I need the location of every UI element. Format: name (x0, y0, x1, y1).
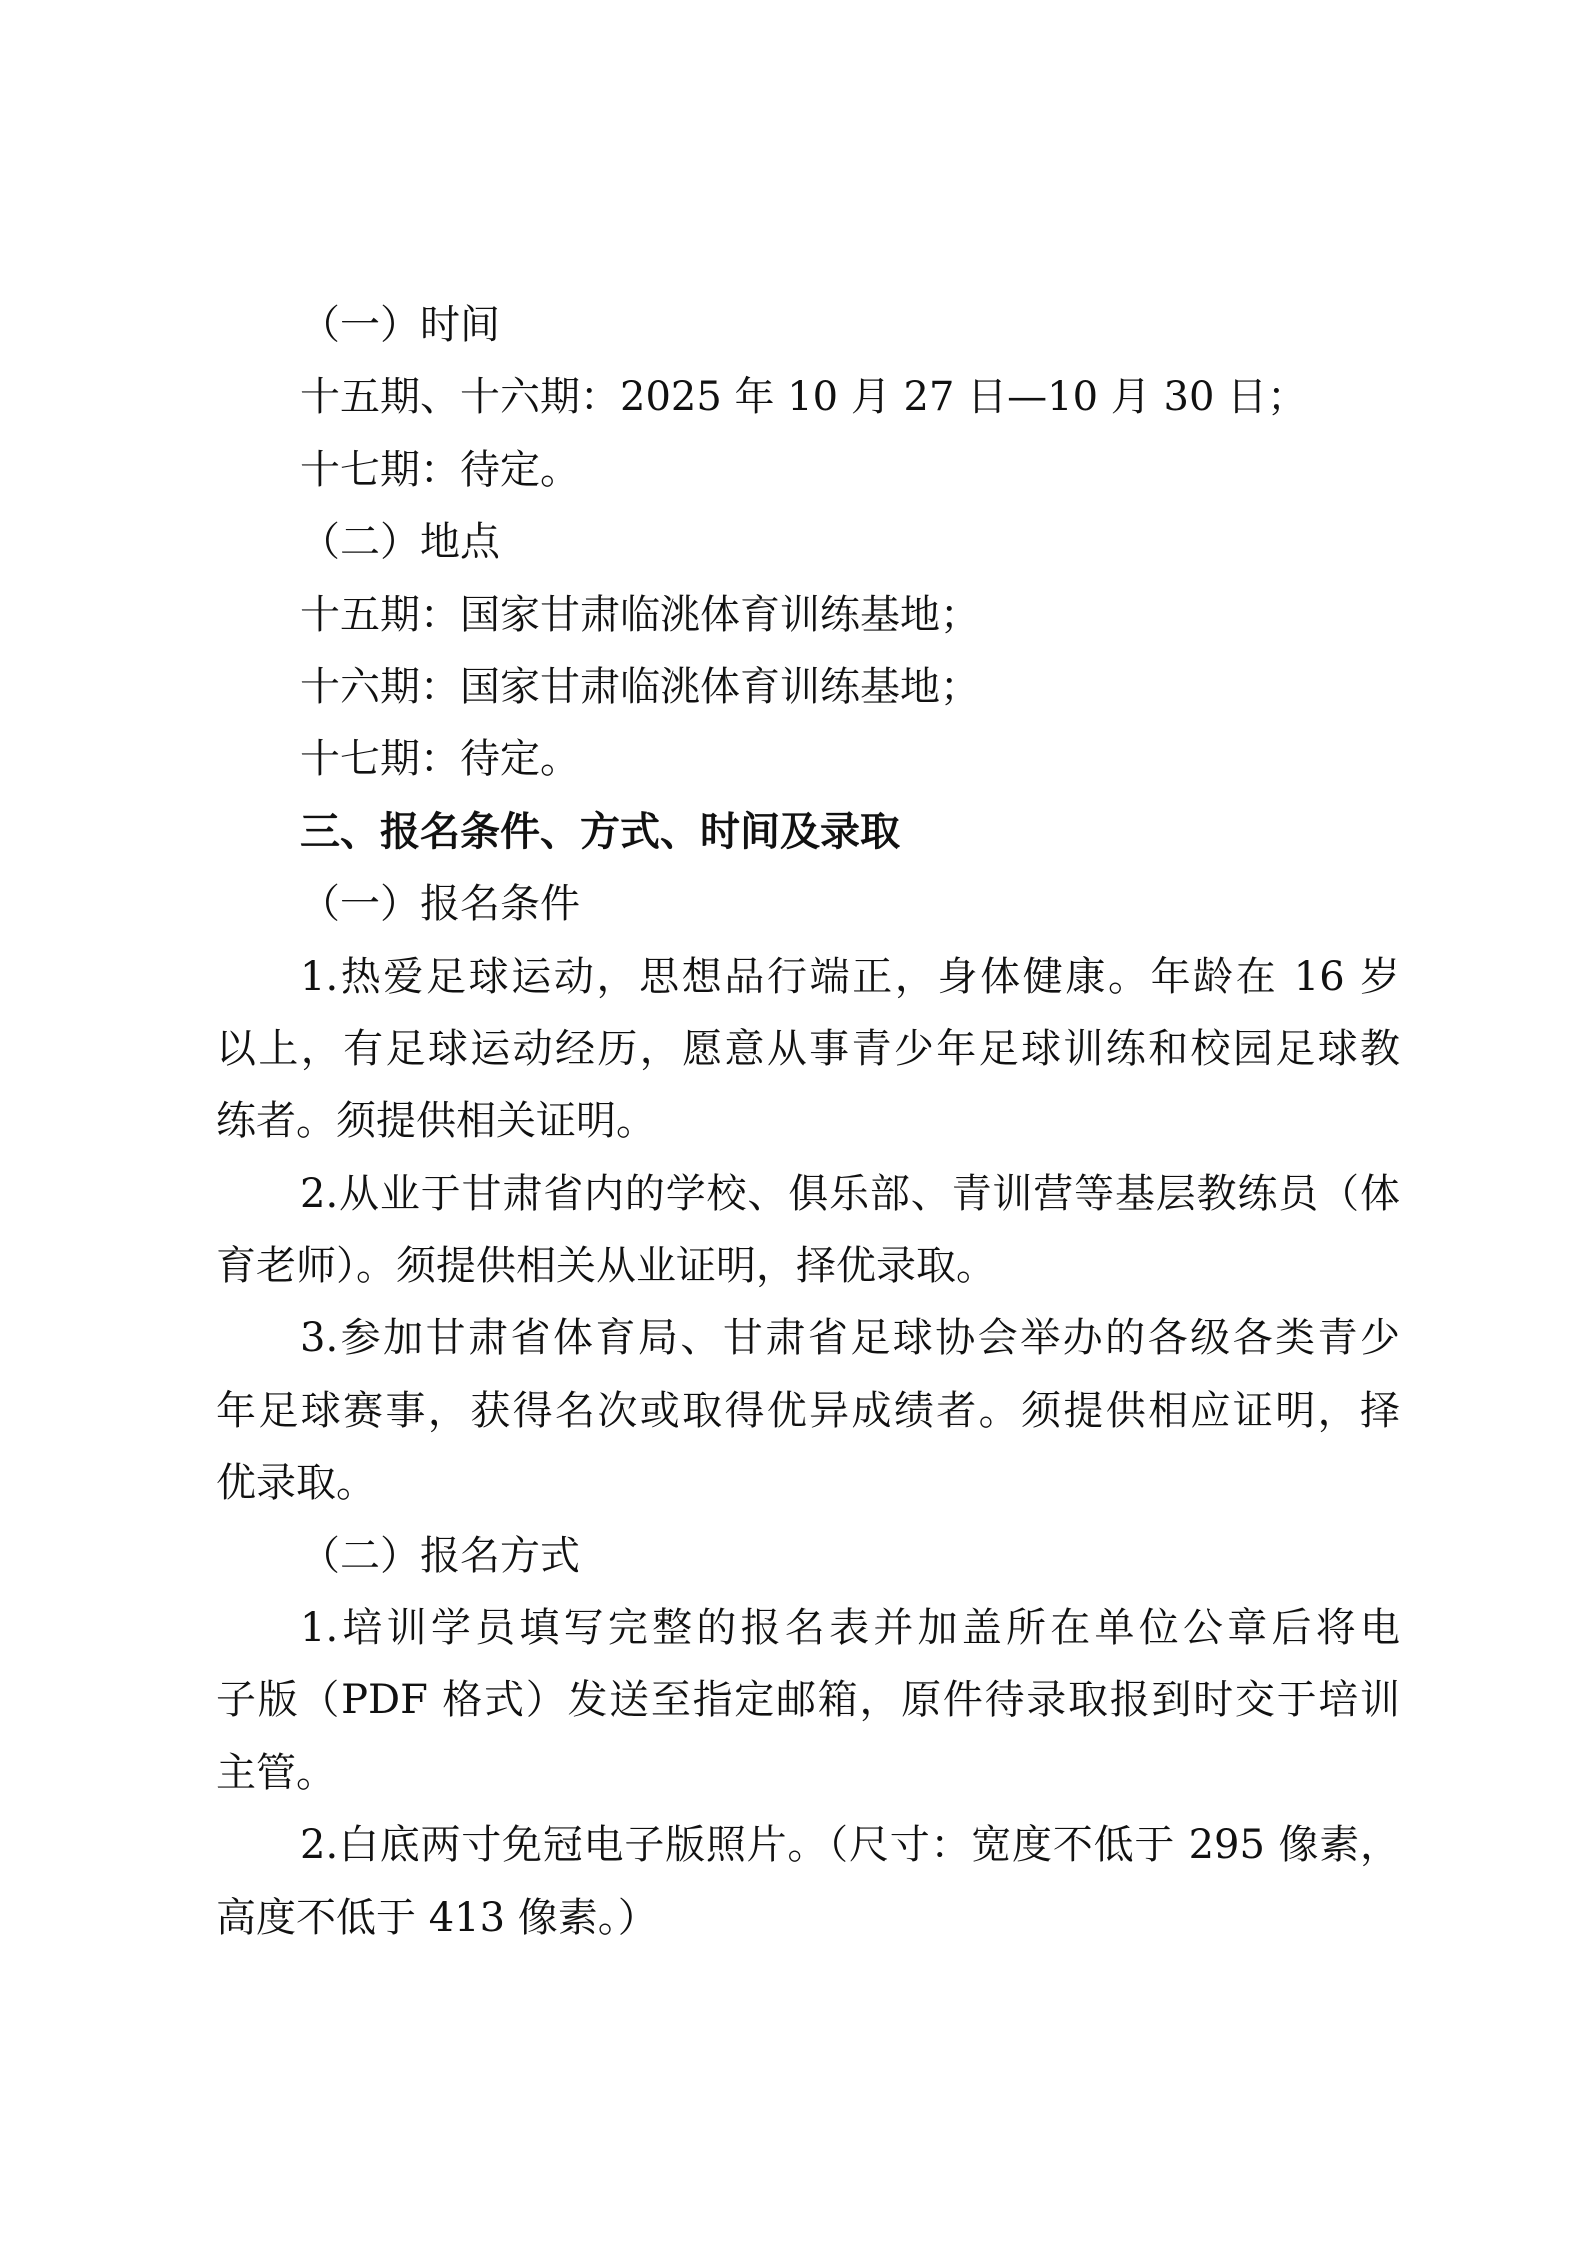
subsection-heading: （一）报名条件 (300, 881, 580, 928)
text-line: 优录取。 (216, 1460, 376, 1507)
text-line: 十五期：国家甘肃临洮体育训练基地； (300, 591, 980, 638)
subsection-heading: （二）地点 (300, 519, 500, 566)
text-line: 2.白底两寸免冠电子版照片。（尺寸：宽度不低于 295 像素， (300, 1822, 1400, 1869)
text-line: 十七期：待定。 (300, 446, 580, 493)
text-line: 主管。 (216, 1749, 336, 1796)
text-line: 高度不低于 413 像素。） (216, 1894, 658, 1941)
subsection-heading: （二）报名方式 (300, 1532, 580, 1579)
text-line: 子版（PDF 格式）发送至指定邮箱，原件待录取报到时交于培训 (216, 1677, 1400, 1724)
text-line: 十五期、十六期：2025 年 10 月 27 日—10 月 30 日； (300, 374, 1308, 421)
subsection-heading: （一）时间 (300, 302, 500, 348)
document-page (216, 289, 1400, 1954)
text-line: 十六期：国家甘肃临洮体育训练基地； (300, 663, 980, 710)
text-line: 育老师）。须提供相关从业证明，择优录取。 (216, 1243, 996, 1290)
text-line: 练者。须提供相关证明。 (216, 1098, 656, 1145)
text-line: 十七期：待定。 (300, 736, 580, 783)
text-line: 2.从业于甘肃省内的学校、俱乐部、青训营等基层教练员（体 (300, 1170, 1400, 1217)
text-line: 年足球赛事，获得名次或取得优异成绩者。须提供相应证明，择 (216, 1387, 1400, 1434)
section-heading: 三、报名条件、方式、时间及录取 (300, 808, 900, 855)
text-line: 1.培训学员填写完整的报名表并加盖所在单位公章后将电 (300, 1605, 1400, 1652)
text-line: 1.热爱足球运动，思想品行端正，身体健康。年龄在 16 岁 (300, 953, 1400, 1000)
text-line: 3.参加甘肃省体育局、甘肃省足球协会举办的各级各类青少 (300, 1315, 1400, 1362)
text-line: 以上，有足球运动经历，愿意从事青少年足球训练和校园足球教 (216, 1025, 1400, 1072)
